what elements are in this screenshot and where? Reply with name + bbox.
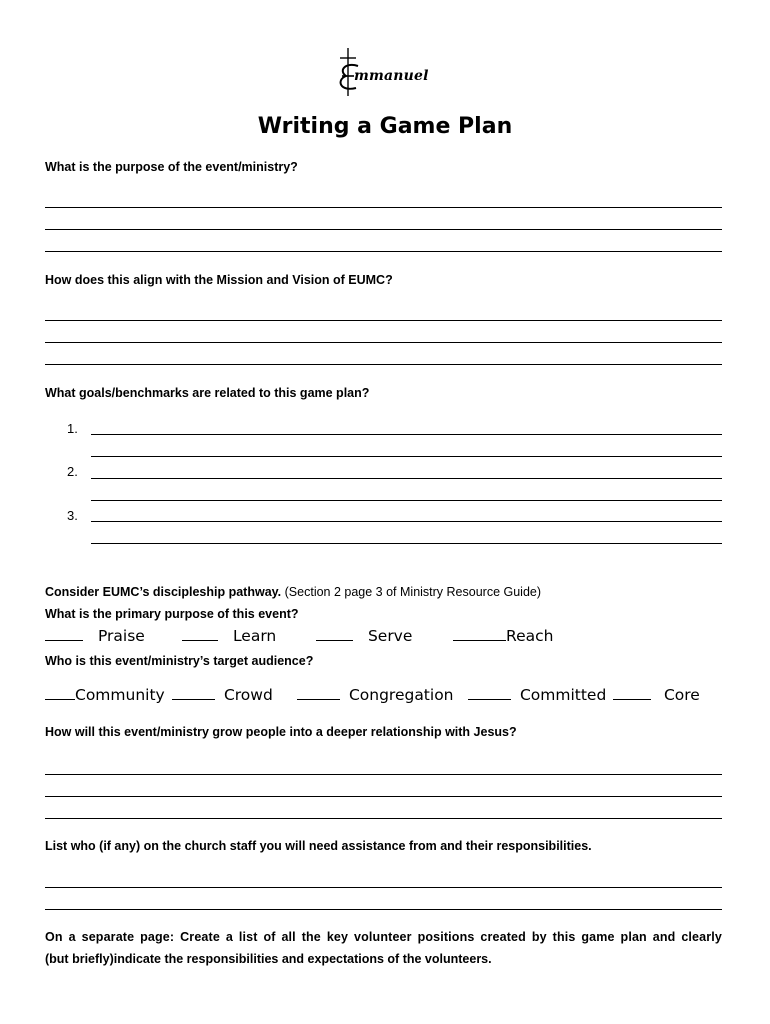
option-label: Congregation <box>348 686 454 704</box>
answer-line[interactable] <box>45 909 722 910</box>
audience-option-congregation[interactable] <box>297 686 454 704</box>
question-staff-assistance: List who (if any) on the church staff you will need assistance from and their responsibilities. <box>45 839 592 853</box>
option-label: Reach <box>506 627 554 645</box>
audience-option-committed[interactable] <box>468 686 606 704</box>
question-mission-vision: How does this align with the Mission and Vision of EUMC? <box>45 273 393 287</box>
checkbox-blank[interactable] <box>172 687 215 700</box>
checkbox-blank[interactable] <box>45 628 83 641</box>
pathway-heading <box>45 585 541 599</box>
goal-line[interactable] <box>91 543 722 544</box>
answer-line[interactable] <box>45 320 722 321</box>
list-number: 1. <box>67 421 78 436</box>
audience-option-crowd[interactable] <box>172 686 273 704</box>
checkbox-blank[interactable] <box>182 628 218 641</box>
checkbox-blank[interactable] <box>316 628 353 641</box>
page-title: Writing a Game Plan <box>257 114 513 139</box>
answer-line[interactable] <box>45 818 722 819</box>
checkbox-blank[interactable] <box>613 687 651 700</box>
pathway-heading-bold: Consider EUMC’s discipleship pathway. <box>45 585 282 599</box>
answer-line[interactable] <box>45 887 722 888</box>
answer-line[interactable] <box>45 796 722 797</box>
option-label: Praise <box>97 627 145 645</box>
question-target-audience: Who is this event/ministry’s target audience? <box>45 654 314 668</box>
audience-option-community[interactable] <box>45 686 165 704</box>
goal-line[interactable] <box>91 478 722 479</box>
answer-line[interactable] <box>45 207 722 208</box>
checkbox-blank[interactable] <box>45 687 75 700</box>
list-number: 3. <box>67 508 78 523</box>
pathway-heading-note: (Section 2 page 3 of Ministry Resource Guide) <box>281 585 542 599</box>
audience-option-core[interactable] <box>613 686 700 704</box>
goal-line[interactable] <box>91 521 722 522</box>
answer-line[interactable] <box>45 774 722 775</box>
option-label: Learn <box>232 627 277 645</box>
question-purpose: What is the purpose of the event/ministry? <box>45 160 298 174</box>
answer-line[interactable] <box>45 342 722 343</box>
logo-wordmark: mmanuel <box>354 68 429 84</box>
footer-instruction-line2: (but briefly)indicate the responsibilities and expectations of the volunteers. <box>45 952 492 966</box>
option-label: Serve <box>367 627 413 645</box>
option-label: Crowd <box>223 686 273 704</box>
purpose-option-praise[interactable] <box>45 627 145 645</box>
answer-line[interactable] <box>45 251 722 252</box>
checkbox-blank[interactable] <box>468 687 511 700</box>
purpose-option-serve[interactable] <box>316 627 412 645</box>
goal-line[interactable] <box>91 456 722 457</box>
list-number: 2. <box>67 464 78 479</box>
checkbox-blank[interactable] <box>453 628 506 641</box>
option-label: Committed <box>519 686 607 704</box>
option-label: Core <box>663 686 700 704</box>
goal-line[interactable] <box>91 434 722 435</box>
question-goals: What goals/benchmarks are related to this game plan? <box>45 386 370 400</box>
answer-line[interactable] <box>45 229 722 230</box>
answer-line[interactable] <box>45 364 722 365</box>
question-deeper-relationship: How will this event/ministry grow people into a deeper relationship with Jesus? <box>45 725 517 739</box>
goal-line[interactable] <box>91 500 722 501</box>
purpose-option-learn[interactable] <box>182 627 276 645</box>
question-primary-purpose: What is the primary purpose of this event? <box>45 607 299 621</box>
footer-instruction-line1: On a separate page: Create a list of all the key volunteer positions created by this game plan and clearly <box>45 930 722 944</box>
purpose-option-reach[interactable] <box>453 627 553 645</box>
checkbox-blank[interactable] <box>297 687 340 700</box>
option-label: Community <box>75 686 165 704</box>
church-logo <box>332 46 442 100</box>
